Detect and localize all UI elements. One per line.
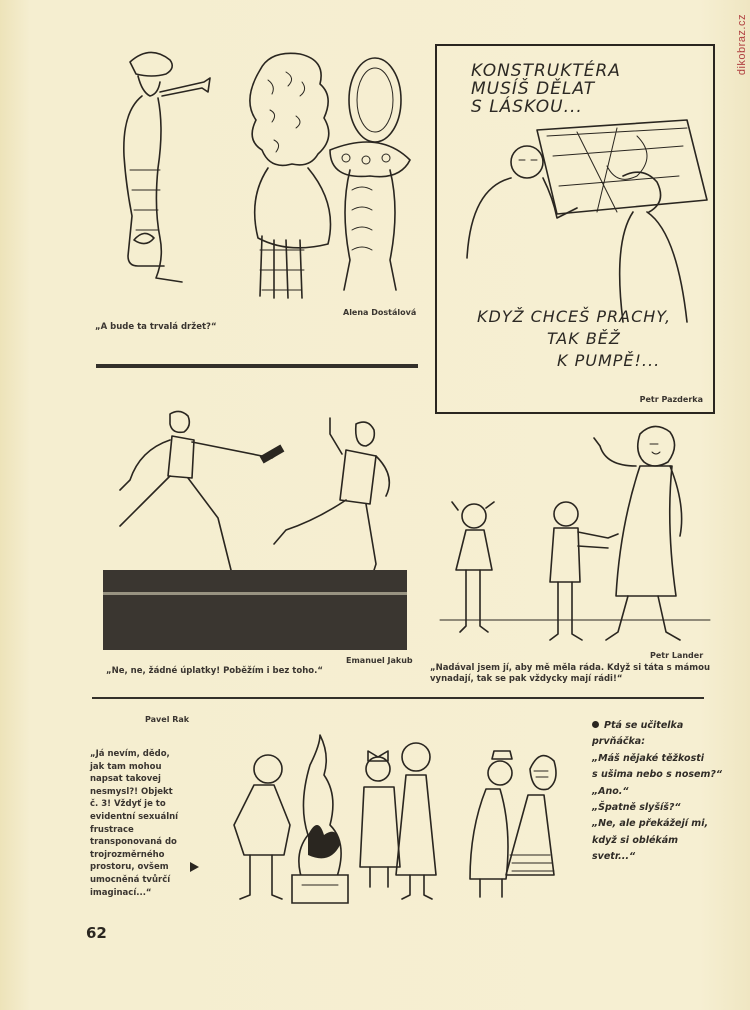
engineer-text-bottom — [477, 306, 671, 372]
gallery-caption-line-6: evidentní sexuální — [90, 811, 179, 822]
cartoon-kids-drawing — [440, 420, 720, 650]
cartoon-engineer — [435, 44, 715, 414]
joke-line-3: „Máš nějaké těžkosti — [592, 752, 705, 764]
gallery-caption-line-5: č. 3! Vždyť je to — [90, 799, 166, 810]
engineer-text-bottom-2: TAK BĚŽ — [547, 329, 621, 348]
cartoon-relay-author: Emanuel Jakub — [346, 656, 413, 665]
gallery-caption-line-9: trojrozměrného — [90, 849, 165, 860]
arrow-right-icon — [190, 862, 199, 872]
engineer-text-top-2: MUSÍŠ DĚLAT — [471, 79, 596, 99]
gallery-caption-line-7: frustrace — [90, 824, 134, 835]
cartoon-kids-author: Petr Lander — [650, 651, 704, 660]
divider-rule — [96, 364, 418, 368]
joke-line-2: prvňáčka: — [592, 736, 646, 748]
joke-line-4: s ušima nebo s nosem?“ — [592, 769, 722, 781]
gallery-caption-line-11: umocněná tvůrčí — [90, 874, 171, 885]
gallery-caption-line-4: nesmysl?! Objekt — [90, 786, 173, 797]
cartoon-engineer-author: Petr Pazderka — [639, 395, 703, 404]
joke-line-8: když si oblékám — [592, 834, 679, 846]
engineer-text-top-3: S LÁSKOU... — [471, 97, 583, 117]
page-number: 62 — [86, 924, 107, 942]
joke-line-7: „Ne, ale překážejí mi, — [592, 818, 709, 830]
joke-text — [592, 718, 722, 866]
engineer-text-bottom-1: KDYŽ CHCEŠ PRACHY, — [477, 307, 672, 326]
gallery-caption-line-3: napsat takovej — [90, 774, 161, 785]
cartoon-relay-caption: „Ne, ne, žádné úplatky! Poběžím i bez toho.“ — [106, 666, 323, 676]
gallery-caption-line-8: transponovaná do — [90, 837, 177, 848]
joke-line-9: svetr...“ — [592, 851, 636, 863]
kids-caption-line-2: vynadají, tak se pak vždycky mají rádi!“ — [430, 674, 623, 684]
engineer-text-top-1: KONSTRUKTÉRA — [471, 61, 621, 81]
cartoon-hairdo-author: Alena Dostálová — [343, 308, 417, 317]
gallery-caption-line-2: jak tam mohou — [90, 761, 162, 772]
watermark: dikobraz.cz — [736, 14, 748, 76]
cartoon-hairdo-drawing — [90, 40, 420, 300]
cartoon-gallery-author: Pavel Rak — [145, 715, 190, 724]
cartoon-gallery-drawing — [210, 735, 570, 915]
gallery-caption-line-12: imaginací...“ — [90, 887, 152, 898]
joke-line-5: „Ano.“ — [592, 785, 629, 797]
joke-line-1-text: Ptá se učitelka — [604, 720, 684, 731]
cartoon-kids-caption — [430, 663, 710, 685]
track-line — [103, 592, 407, 595]
joke-line-1 — [592, 718, 722, 734]
gallery-caption-line-10: prostoru, ovšem — [90, 862, 169, 873]
gallery-caption-line-1: „Já nevím, dědo, — [90, 749, 170, 759]
joke-line-6: „Špatně slyšíš?“ — [592, 802, 681, 814]
divider-rule-2 — [92, 697, 704, 699]
engineer-text-top — [471, 62, 621, 116]
cartoon-gallery-caption — [90, 748, 178, 899]
cartoon-hairdo-caption: „A bude ta trvalá držet?“ — [95, 322, 217, 332]
kids-caption-line-1: „Nadával jsem jí, aby mě měla ráda. Když si táta s mámou — [430, 663, 711, 673]
relay-track — [103, 570, 407, 650]
bullet-icon — [592, 721, 599, 728]
engineer-text-bottom-3: K PUMPĚ!... — [557, 351, 661, 370]
cartoon-engineer-drawing — [437, 116, 713, 316]
